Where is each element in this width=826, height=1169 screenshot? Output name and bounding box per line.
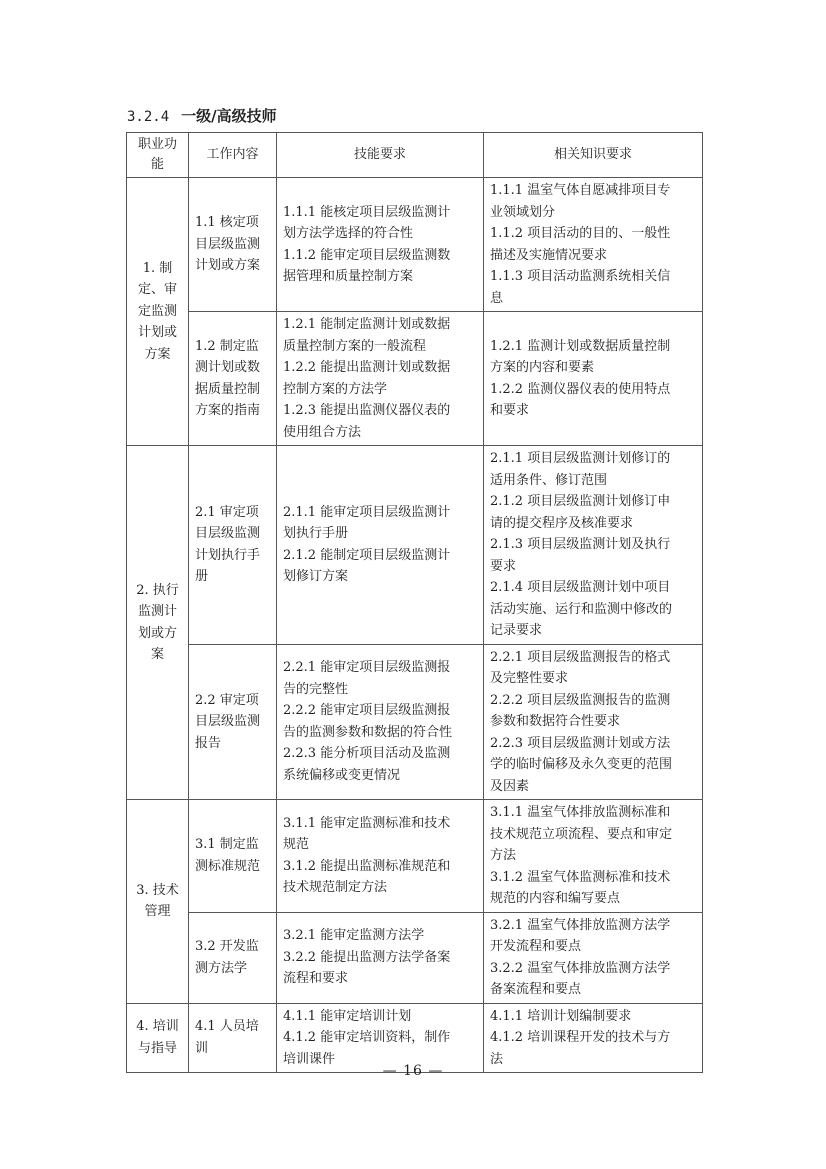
table-row — [127, 912, 703, 1003]
skill-requirements-cell-line: 培训课件 — [283, 1051, 336, 1067]
work-content-cell-line: 4.1 人员培 — [195, 1019, 259, 1035]
knowledge-requirements-cell-line: 2.2.3 项目层级监测计划或方法 — [490, 735, 671, 751]
function-cell-line: 4. 培训 — [136, 1019, 179, 1035]
section-number: 3.2.4 — [127, 109, 170, 125]
skill-requirements-cell-line: 使用组合方法 — [283, 424, 362, 440]
skill-requirements-cell — [277, 178, 484, 312]
work-content-cell-line: 2.1 审定项 — [195, 504, 259, 520]
skill-requirements-cell-line: 2.2.2 能审定项目层级监测报 — [283, 703, 451, 719]
knowledge-requirements-cell — [484, 178, 703, 312]
knowledge-requirements-cell-line: 备案流程和要点 — [490, 982, 582, 997]
knowledge-requirements-cell-line: 技术规范立项流程、要点和审定 — [490, 826, 673, 842]
table-row — [127, 312, 703, 446]
knowledge-requirements-cell-line: 3.1.2 温室气体监测标准和技术 — [490, 869, 671, 885]
work-content-cell — [189, 312, 277, 446]
knowledge-requirements-cell-line: 1.1.3 项目活动监测系统相关信 — [490, 269, 671, 284]
table-header-row — [127, 133, 703, 178]
skill-requirements-cell-line: 3.2.1 能审定监测方法学 — [283, 928, 425, 944]
knowledge-requirements-cell-line: 3.2.2 温室气体排放监测方法学 — [490, 960, 671, 976]
knowledge-requirements-cell-line: 3.2.1 温室气体排放监测方法学 — [490, 917, 671, 933]
work-content-cell-line: 2.2 审定项 — [195, 692, 259, 708]
skill-requirements-cell — [277, 800, 484, 913]
skill-requirements-cell-line: 技术规范制定方法 — [283, 880, 388, 896]
function-cell — [127, 800, 189, 1004]
skill-requirements-cell — [277, 446, 484, 645]
knowledge-requirements-cell-line: 业领域划分 — [490, 204, 556, 220]
header-function — [127, 133, 189, 178]
function-cell-line: 案 — [150, 647, 164, 662]
skill-requirements-cell-line: 划修订方案 — [283, 569, 349, 585]
knowledge-requirements-cell-line: 方法 — [490, 848, 517, 863]
knowledge-requirements-cell — [484, 446, 703, 645]
work-content-cell — [189, 178, 277, 312]
page-number: — 16 — — [382, 1063, 444, 1079]
skill-requirements-cell — [277, 312, 484, 446]
skill-requirements-cell-line: 2.1.1 能审定项目层级监测计 — [283, 504, 451, 520]
skill-requirements-cell-line: 1.1.2 能审定项目层级监测数 — [283, 247, 451, 263]
knowledge-requirements-cell-line: 描述及实施情况要求 — [490, 247, 608, 263]
knowledge-requirements-cell-line: 记录要求 — [490, 623, 543, 638]
knowledge-requirements-cell-line: 1.2.2 监测仪器仪表的使用特点 — [490, 381, 671, 397]
function-cell-line: 管理 — [144, 904, 171, 920]
knowledge-requirements-cell-line: 方案的内容和要素 — [490, 360, 595, 375]
table-row — [127, 446, 703, 645]
knowledge-requirements-cell-line: 4.1.2 培训课程开发的技术与方 — [490, 1030, 671, 1045]
section-heading: 一级/高级技师 — [181, 107, 277, 125]
knowledge-requirements-cell-line: 要求 — [490, 558, 517, 574]
header-function-line: 能 — [150, 157, 164, 172]
table-row — [127, 800, 703, 913]
knowledge-requirements-cell-line: 请的提交程序及核准要求 — [490, 515, 634, 531]
work-content-cell-line: 测计划或数 — [195, 360, 261, 375]
skill-requirements-cell-line: 告的完整性 — [283, 681, 349, 697]
knowledge-requirements-cell-line: 学的临时偏移及永久变更的范围 — [490, 757, 673, 772]
section-title — [127, 106, 277, 127]
knowledge-requirements-cell-line: 2.2.2 项目层级监测报告的监测 — [490, 692, 671, 708]
header-function-line: 职业功 — [137, 137, 177, 152]
skill-requirements-cell-line: 流程和要求 — [283, 971, 349, 987]
header-work: 工作内容 — [189, 133, 277, 178]
work-content-cell-line: 据质量控制 — [195, 381, 261, 397]
skill-requirements-cell-line: 2.2.3 能分析项目活动及监测 — [283, 746, 451, 762]
skill-requirements-cell-line: 控制方案的方法学 — [283, 381, 388, 397]
function-cell — [127, 178, 189, 446]
knowledge-requirements-cell-line: 息 — [490, 290, 504, 306]
skill-requirements-cell-line: 1.2.3 能提出监测仪器仪表的 — [283, 403, 451, 418]
work-content-cell-line: 目层级监测 — [195, 236, 261, 252]
table-body — [127, 178, 703, 1073]
function-cell-line: 定、审 — [137, 282, 177, 298]
knowledge-requirements-cell-line: 及完整性要求 — [490, 671, 569, 686]
skill-requirements-cell-line: 1.2.1 能制定监测计划或数据 — [283, 317, 451, 332]
knowledge-requirements-cell-line: 2.1.1 项目层级监测计划修订的 — [490, 451, 671, 466]
work-content-cell-line: 目层级监测 — [195, 714, 261, 729]
work-content-cell-line: 报告 — [195, 735, 222, 751]
knowledge-requirements-cell — [484, 312, 703, 446]
knowledge-requirements-cell-line: 适用条件、修订范围 — [490, 472, 608, 488]
function-cell — [127, 446, 189, 800]
knowledge-requirements-cell — [484, 912, 703, 1003]
skill-requirements-cell-line: 划方法学选择的符合性 — [283, 226, 414, 241]
work-content-cell-line: 3.2 开发监 — [195, 939, 259, 954]
function-cell-line: 方案 — [144, 346, 171, 362]
function-cell-line: 定监测 — [137, 303, 177, 319]
skill-requirements-cell-line: 3.2.2 能提出监测方法学备案 — [283, 949, 451, 965]
knowledge-requirements-cell-line: 及因素 — [490, 778, 530, 794]
knowledge-requirements-cell-line: 1.1.1 温室气体自愿减排项目专 — [490, 183, 671, 198]
work-content-cell-line: 册 — [195, 569, 209, 585]
knowledge-requirements-cell-line: 2.1.2 项目层级监测计划修订申 — [490, 494, 671, 509]
header-knowledge: 相关知识要求 — [484, 133, 703, 178]
skill-requirements-cell-line: 3.1.1 能审定监测标准和技术 — [283, 815, 451, 831]
knowledge-requirements-cell-line: 参数和数据符合性要求 — [490, 714, 621, 729]
skill-requirements-cell-line: 据管理和质量控制方案 — [283, 269, 414, 284]
function-cell-line: 划或方 — [137, 625, 177, 641]
work-content-cell-line: 3.1 制定监 — [195, 837, 259, 853]
header-skills: 技能要求 — [277, 133, 484, 178]
knowledge-requirements-cell-line: 开发流程和要点 — [490, 939, 582, 954]
skill-requirements-cell-line: 2.2.1 能审定项目层级监测报 — [283, 660, 451, 676]
skill-requirements-cell-line: 1.1.1 能核定项目层级监测计 — [283, 204, 451, 220]
skill-requirements-cell-line: 4.1.1 能审定培训计划 — [283, 1008, 412, 1024]
work-content-cell-line: 1.2 制定监 — [195, 338, 259, 354]
work-content-cell-line: 测方法学 — [195, 960, 248, 976]
knowledge-requirements-cell-line: 2.1.3 项目层级监测计划及执行 — [490, 537, 671, 552]
table-row — [127, 644, 703, 800]
knowledge-requirements-cell-line: 法 — [490, 1051, 504, 1067]
work-content-cell — [189, 912, 277, 1003]
function-cell-line: 2. 执行 — [136, 582, 179, 598]
work-content-cell-line: 测标准规范 — [195, 858, 261, 874]
skill-requirements-cell-line: 质量控制方案的一般流程 — [283, 338, 427, 354]
skill-requirements-cell-line: 规范 — [283, 837, 310, 853]
knowledge-requirements-cell-line: 4.1.1 培训计划编制要求 — [490, 1008, 632, 1024]
table-row — [127, 178, 703, 312]
work-content-cell — [189, 644, 277, 800]
work-content-cell-line: 方案的指南 — [195, 403, 261, 418]
skill-requirements-cell-line: 划执行手册 — [283, 526, 349, 542]
function-cell-line: 与指导 — [137, 1040, 177, 1056]
work-content-cell-line: 训 — [195, 1040, 209, 1056]
work-content-cell-line: 1.1 核定项 — [195, 215, 259, 231]
knowledge-requirements-cell-line: 2.2.1 项目层级监测报告的格式 — [490, 649, 671, 665]
function-cell-line: 1. 制 — [142, 260, 173, 276]
skill-requirements-cell-line: 3.1.2 能提出监测标准规范和 — [283, 858, 451, 874]
knowledge-requirements-cell — [484, 644, 703, 800]
skill-requirements-cell — [277, 912, 484, 1003]
work-content-cell — [189, 446, 277, 645]
knowledge-requirements-cell-line: 3.1.1 温室气体排放监测标准和 — [490, 805, 671, 820]
work-content-cell-line: 计划或方案 — [195, 258, 261, 274]
work-content-cell-line: 计划执行手 — [195, 547, 261, 563]
skill-requirements-table — [126, 132, 703, 1073]
skill-requirements-cell-line: 1.2.2 能提出监测计划或数据 — [283, 360, 451, 375]
knowledge-requirements-cell-line: 1.1.2 项目活动的目的、一般性 — [490, 226, 671, 241]
work-content-cell-line: 目层级监测 — [195, 526, 261, 542]
function-cell-line: 3. 技术 — [136, 882, 179, 898]
skill-requirements-cell-line: 系统偏移或变更情况 — [283, 767, 401, 783]
skill-requirements-cell — [277, 644, 484, 800]
work-content-cell — [189, 800, 277, 913]
function-cell-line: 计划或 — [137, 325, 177, 341]
knowledge-requirements-cell — [484, 800, 703, 913]
knowledge-requirements-cell-line: 2.1.4 项目层级监测计划中项目 — [490, 580, 671, 595]
skill-requirements-cell-line: 4.1.2 能审定培训资料，制作 — [283, 1030, 451, 1045]
knowledge-requirements-cell-line: 和要求 — [490, 403, 530, 418]
knowledge-requirements-cell-line: 规范的内容和编写要点 — [490, 891, 621, 906]
function-cell-line: 监测计 — [137, 604, 177, 619]
skill-requirements-cell-line: 2.1.2 能制定项目层级监测计 — [283, 547, 451, 563]
skill-requirements-cell-line: 告的监测参数和数据的符合性 — [283, 724, 453, 740]
knowledge-requirements-cell-line: 活动实施、运行和监测中修改的 — [490, 601, 673, 617]
knowledge-requirements-cell-line: 1.2.1 监测计划或数据质量控制 — [490, 338, 671, 354]
